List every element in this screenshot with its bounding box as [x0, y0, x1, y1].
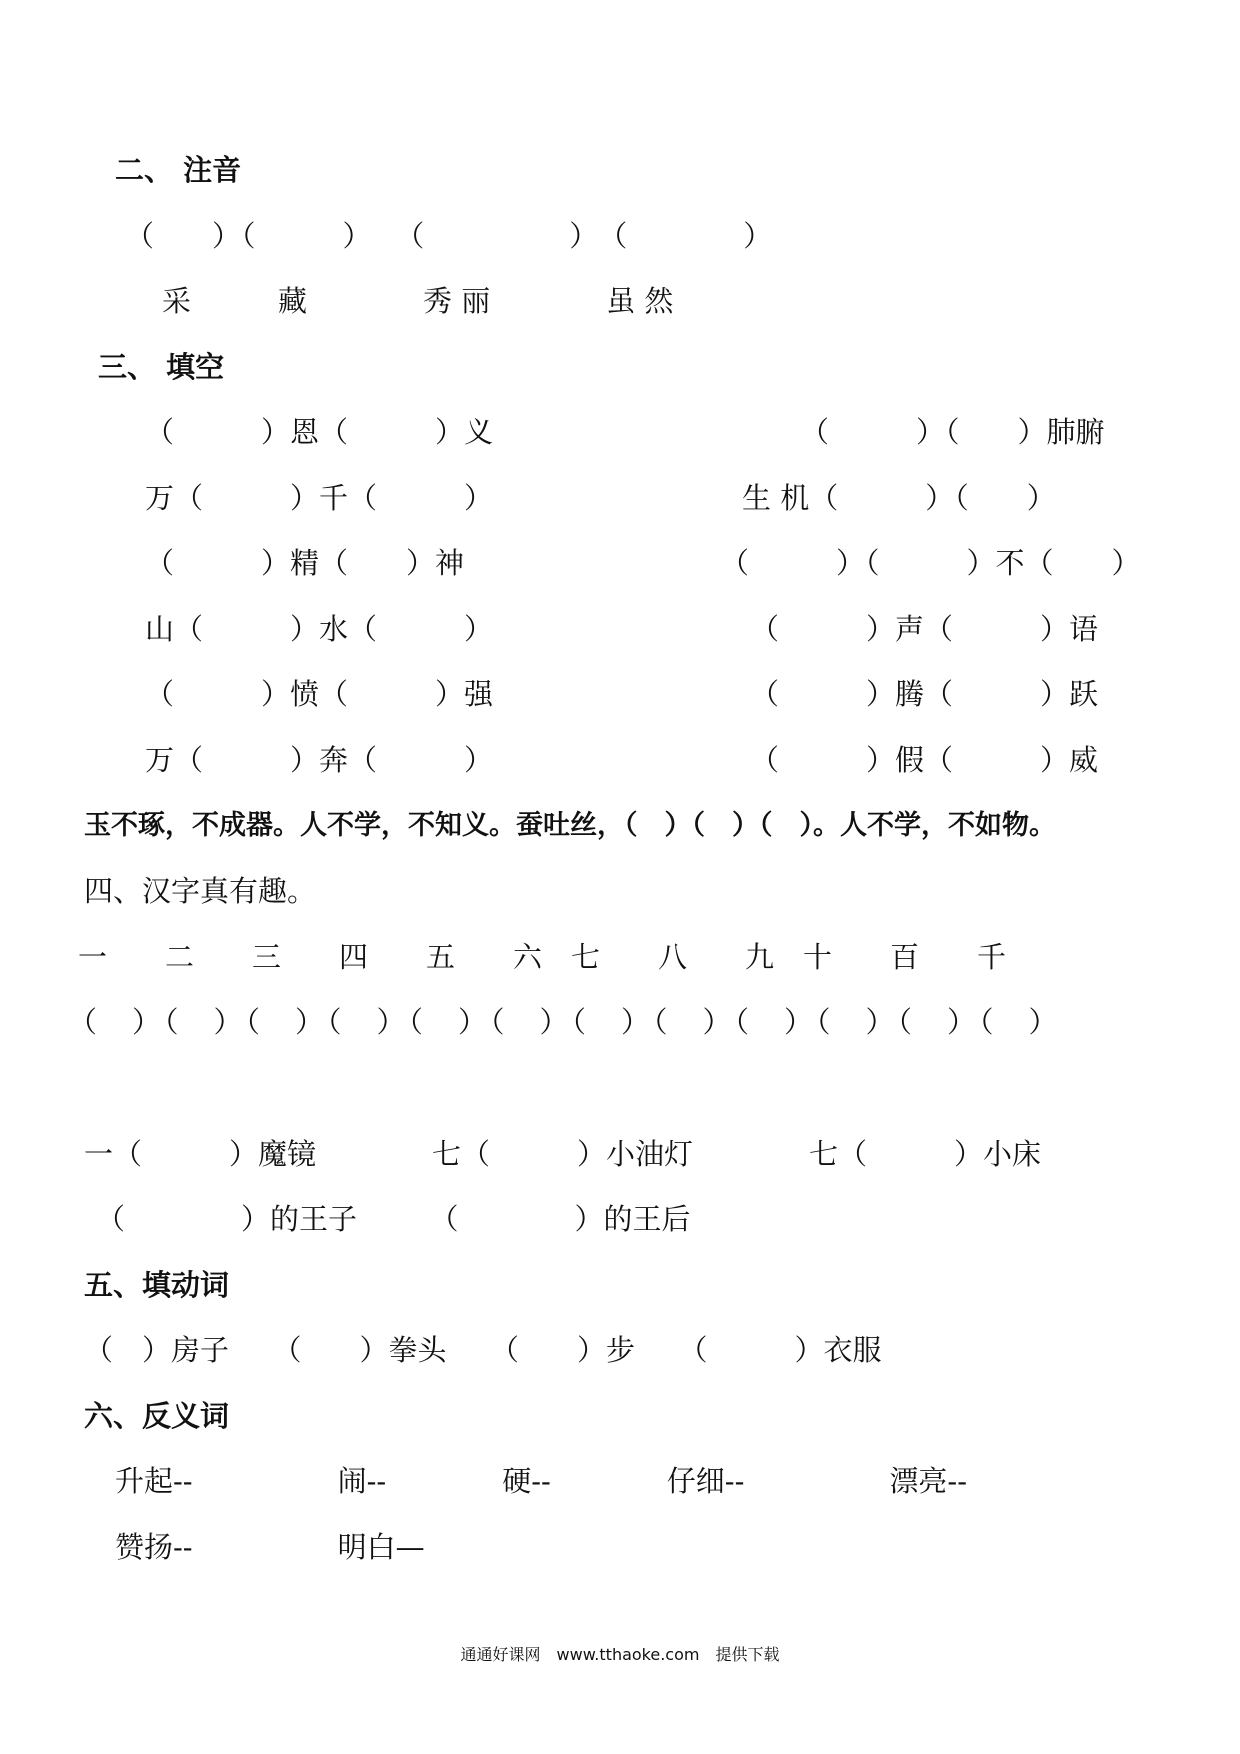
fill-left-line-3: （ ）精（ ）神 [145, 546, 465, 580]
verbs-row: （ ）房子 （ ）拳头 （ ）步 （ ）衣服 [84, 1333, 882, 1367]
fill-right-line-2: 生 机（ ）（ ） [742, 481, 1056, 515]
section-heading-pinyin: 二、 注音 [115, 153, 242, 187]
numeral-blanks-row-2: （ ）的王子 （ ）的王后 [96, 1202, 691, 1236]
fill-left-line-4: 山（ ）水（ ） [145, 612, 494, 646]
section-heading-antonyms: 六、反义词 [84, 1399, 230, 1433]
fill-left-line-6: 万（ ）奔（ ） [145, 743, 494, 777]
antonyms-row-1: 升起-- 闹-- 硬-- 仔细-- 漂亮-- [115, 1464, 967, 1498]
fill-right-line-5: （ ）腾（ ）跃 [750, 677, 1099, 711]
section-heading-characters: 四、汉字真有趣。 [84, 874, 317, 908]
fill-left-line-5: （ ）愤（ ）强 [145, 677, 494, 711]
numerals-brackets-row: （ ）（ ）（ ）（ ）（ ）（ ）（ ）（ ）（ ）（ ）（ ）（ ） [68, 1005, 1061, 1039]
footer-credit: 通通好课网 www.tthaoke.com 提供下载 [460, 1645, 780, 1664]
fill-left-line-2: 万（ ）千（ ） [145, 481, 494, 515]
fill-right-line-3: （ ）（ ）不（ ） [720, 546, 1141, 580]
proverb-line: 玉不琢，不成器。人不学，不知义。蚕吐丝，（ ）（ ）（ ）。人不学，不如物。 [84, 810, 1056, 841]
pinyin-characters-row: 采 藏 秀 丽 虽 然 [162, 284, 674, 318]
fill-right-line-4: （ ）声（ ）语 [750, 612, 1099, 646]
fill-right-line-6: （ ）假（ ）威 [750, 743, 1099, 777]
section-heading-verbs: 五、填动词 [84, 1268, 230, 1302]
numeral-blanks-row-1: 一（ ）魔镜 七（ ）小油灯 七（ ）小床 [84, 1137, 1042, 1171]
numerals-row: 一 二 三 四 五 六 七 八 九 十 百 千 [78, 940, 1007, 974]
pinyin-brackets-row: （ ）（ ） （ ） （ ） [125, 219, 773, 253]
antonyms-row-2: 赞扬-- 明白— [115, 1530, 425, 1564]
section-heading-fill-blanks: 三、 填空 [98, 350, 225, 384]
fill-right-line-1: （ ）（ ）肺腑 [800, 415, 1105, 449]
fill-left-line-1: （ ）恩（ ）义 [145, 415, 494, 449]
